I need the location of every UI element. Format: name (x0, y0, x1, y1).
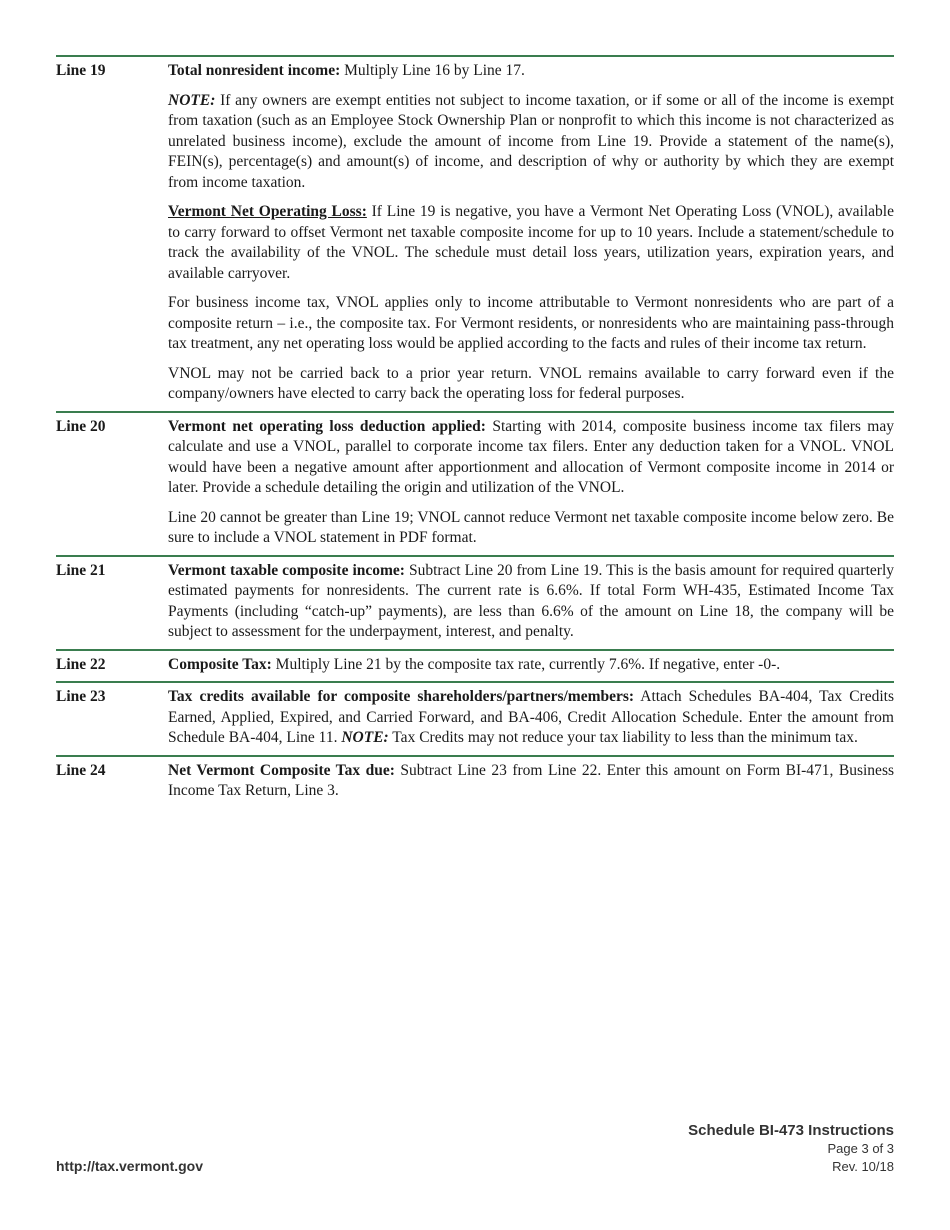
document-title: Schedule BI-473 Instructions (688, 1122, 894, 1139)
paragraph (168, 202, 894, 284)
line-21-row (56, 555, 894, 643)
line-19-row (56, 55, 894, 405)
instructions-content (56, 55, 894, 808)
paragraph (168, 417, 894, 499)
paragraph-text: Attach Schedules BA-404, Tax Credits Earned, Applied, Expired, and Carried Forward, and BA-406, Credit Allocation Schedule. Enter the amount from Schedule BA-404, Line 11. (168, 688, 894, 746)
lead-text: Composite Tax: (168, 655, 272, 673)
paragraph-text: For business income tax, VNOL applies only to income attributable to Vermont nonresidents who are part of a composite return – i.e., the composite tax. For Vermont residents, or nonresidents who are maintaining pass-through tax treatment, any net operating loss would be applied according to the facts and rules of their income tax return. (168, 294, 894, 352)
paragraph (168, 561, 894, 643)
paragraph (168, 61, 894, 82)
lead-text: Tax credits available for composite shareholders/partners/members: (168, 688, 635, 705)
paragraph-text: Line 20 cannot be greater than Line 19; VNOL cannot reduce Vermont net taxable composite income below zero. Be sure to include a VNOL statement in PDF format. (168, 508, 894, 546)
line-label: Line 23 (56, 688, 106, 705)
paragraph-text: Multiply Line 21 by the composite tax rate, currently 7.6%. If negative, enter -0-. (271, 655, 781, 673)
line-body (168, 687, 894, 749)
line-22-row (56, 649, 894, 676)
line-body (168, 761, 894, 802)
line-label: Line 19 (56, 62, 106, 79)
line-label: Line 20 (56, 417, 106, 435)
line-label: Line 21 (56, 561, 106, 579)
revision-date: Rev. 10/18 (832, 1159, 894, 1174)
line-body (168, 655, 894, 676)
line-20-row (56, 411, 894, 549)
paragraph (168, 761, 894, 802)
paragraph-text: Subtract Line 23 from Line 22. Enter this amount on Form BI-471, Business Income Tax Return, Line 3. (168, 761, 895, 799)
lead-text: Net Vermont Composite Tax due: (168, 761, 395, 779)
paragraph (168, 687, 894, 749)
note-lead: NOTE: (168, 91, 216, 109)
lead-text: Vermont net operating loss deduction applied: (168, 417, 486, 435)
paragraph (168, 655, 894, 676)
paragraph (168, 293, 894, 355)
note-lead: NOTE: (341, 729, 389, 746)
line-24-row (56, 755, 894, 802)
paragraph (168, 364, 894, 405)
lead-text: Vermont taxable composite income: (168, 561, 405, 579)
paragraph-text: Starting with 2014, composite business income tax filers may calculate and use a VNOL, parallel to corporate income tax filers. Enter any deduction taken for a VNOL. VNOL would have been a negative amount after apportionment and allocation of Vermont composite income in 2014 or later. Provide a schedule detailing the origin and utilization of the VNOL. (168, 417, 894, 496)
line-body (168, 61, 894, 405)
website-link[interactable]: http://tax.vermont.gov (56, 1158, 204, 1174)
line-body (168, 561, 894, 643)
line-label: Line 22 (56, 655, 106, 673)
paragraph-text: VNOL may not be carried back to a prior year return. VNOL remains available to carry forward even if the company/owners have elected to carry back the operating loss for federal purposes. (168, 364, 894, 402)
page-footer (688, 1121, 894, 1176)
paragraph (168, 508, 894, 549)
paragraph-text: If Line 19 is negative, you have a Vermont Net Operating Loss (VNOL), available to carry forward to offset Vermont net taxable composite income for up to 10 years. Include a statement/schedule to track the availability of the VNOL. The schedule must detail loss years, utilization years, expiration years, and available carryover. (168, 203, 894, 282)
line-body (168, 417, 894, 549)
page-number: Page 3 of 3 (827, 1141, 894, 1156)
paragraph-text: If any owners are exempt entities not subject to income taxation, or if some or all of the income is exempt from taxation (such as an Employee Stock Ownership Plan or nonprofit to which this income is not characterized as unrelated business income), exclude the amount of income from Line 19. Provide a statement of the name(s), FEIN(s), percentage(s) and amount(s) of income, and description of why or authority by which they are exempt from income taxation. (168, 91, 894, 191)
paragraph (168, 91, 894, 194)
lead-text: Total nonresident income: (168, 62, 341, 79)
line-23-row (56, 681, 894, 749)
line-label: Line 24 (56, 761, 106, 779)
paragraph-text: Subtract Line 20 from Line 19. This is the basis amount for required quarterly estimated payments for nonresidents. The current rate is 6.6%. If total Form WH-435, Estimated Income Tax Payments (including “catch-up” payments), are less than 6.6% of the amount on Line 18, the company will be subject to assessment for the underpayment, interest, and penalty. (168, 561, 894, 640)
paragraph-text: Multiply Line 16 by Line 17. (340, 62, 525, 79)
lead-text: Vermont Net Operating Loss: (168, 203, 367, 220)
paragraph-text: Tax Credits may not reduce your tax liability to less than the minimum tax. (388, 729, 858, 746)
